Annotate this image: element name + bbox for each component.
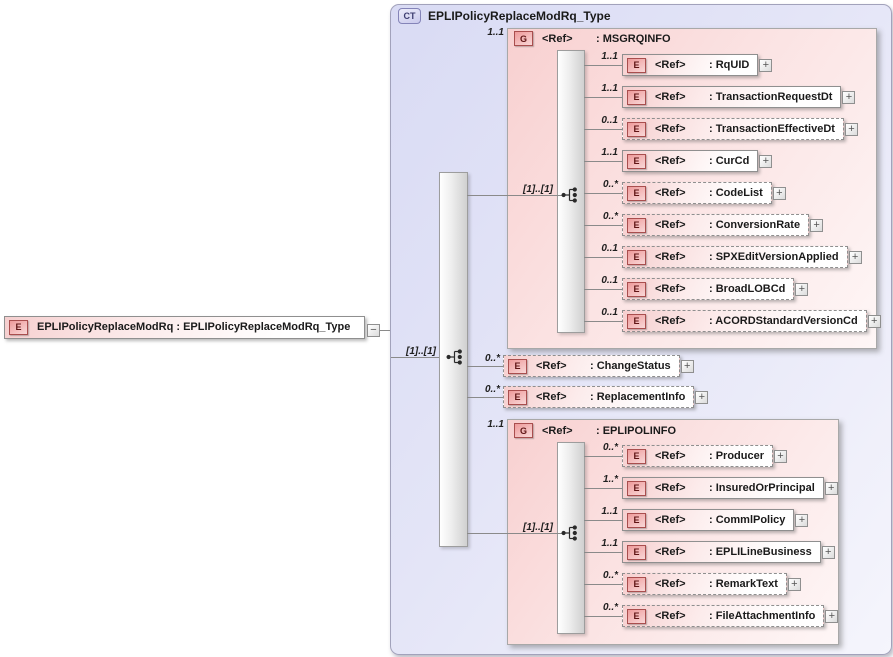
element-row <box>584 54 772 76</box>
cardinality-label: 0..1 <box>601 243 618 254</box>
group-cardinality-label: 1..1 <box>487 419 504 430</box>
sequence-cardinality-label: [1]..[1] <box>523 184 553 195</box>
expand-icon[interactable]: + <box>774 450 787 463</box>
element-curcd[interactable] <box>622 150 758 172</box>
group-name: : MSGRQINFO <box>596 32 671 45</box>
element-name: : ConversionRate <box>709 219 801 231</box>
element-ref: <Ref> <box>655 91 686 103</box>
element-name: : RemarkText <box>709 578 778 590</box>
cardinality-label: 0..1 <box>601 307 618 318</box>
element-badge: E <box>627 481 646 496</box>
group-ref: <Ref> <box>542 424 573 437</box>
element-badge: E <box>627 250 646 265</box>
element-changestatus[interactable] <box>503 355 680 377</box>
element-ref: <Ref> <box>655 610 686 622</box>
group-header-msgrqinfo <box>514 31 671 46</box>
element-remarktext[interactable] <box>622 573 787 595</box>
element-badge: E <box>627 218 646 233</box>
connector-line <box>467 533 562 534</box>
element-name: : Producer <box>709 450 765 462</box>
element-ref: <Ref> <box>536 391 567 403</box>
root-element-row <box>4 316 365 338</box>
element-ref: <Ref> <box>655 450 686 462</box>
element-producer[interactable] <box>622 445 773 467</box>
element-ref: <Ref> <box>655 251 686 263</box>
element-name: : FileAttachmentInfo <box>709 610 816 622</box>
cardinality-label: 0..* <box>602 442 618 453</box>
element-replacementinfo[interactable] <box>503 386 694 408</box>
element-eplilinebusiness[interactable] <box>622 541 821 563</box>
expand-icon[interactable]: + <box>759 59 772 72</box>
expand-icon[interactable]: + <box>795 514 808 527</box>
cardinality-label: 0..1 <box>601 275 618 286</box>
element-row <box>467 355 694 377</box>
cardinality-label: 1..1 <box>601 538 618 549</box>
element-acordstandardversioncd[interactable] <box>622 310 867 332</box>
cardinality-label: 0..1 <box>601 115 618 126</box>
connector-line <box>584 161 622 162</box>
element-badge: E <box>627 186 646 201</box>
element-row <box>584 278 808 300</box>
sequence-compositor-icon[interactable] <box>561 524 581 542</box>
element-name: : SPXEditVersionApplied <box>709 251 839 263</box>
expand-icon[interactable]: + <box>842 91 855 104</box>
element-name: : CommlPolicy <box>709 514 786 526</box>
cardinality-label: 1..1 <box>601 147 618 158</box>
element-ref: <Ref> <box>655 59 686 71</box>
connector-line <box>584 456 622 457</box>
cardinality-label: 0..* <box>484 384 500 395</box>
element-badge: E <box>627 122 646 137</box>
connector-line <box>584 289 622 290</box>
element-name: : InsuredOrPrincipal <box>709 482 815 494</box>
connector-line <box>584 97 622 98</box>
element-ref: <Ref> <box>655 514 686 526</box>
group-badge: G <box>514 423 533 438</box>
element-transactioneffectivedt[interactable] <box>622 118 844 140</box>
element-broadlobcd[interactable] <box>622 278 794 300</box>
connector-line <box>584 193 622 194</box>
root-element-label: EPLIPolicyReplaceModRq : EPLIPolicyReplaceModRq_Type <box>37 321 351 333</box>
sequence-cardinality-label: [1]..[1] <box>523 522 553 533</box>
complex-type-title: EPLIPolicyReplaceModRq_Type <box>428 8 611 23</box>
element-ref: <Ref> <box>655 187 686 199</box>
expand-icon[interactable]: + <box>795 283 808 296</box>
expand-icon[interactable]: + <box>695 391 708 404</box>
connector-line <box>584 520 622 521</box>
connector-line <box>584 552 622 553</box>
element-row <box>584 246 862 268</box>
element-badge: E <box>627 282 646 297</box>
element-name: : RqUID <box>709 59 750 71</box>
connector-line <box>380 330 390 331</box>
element-badge: E <box>508 359 527 374</box>
element-transactionrequestdt[interactable] <box>622 86 841 108</box>
element-row <box>584 509 808 531</box>
expand-icon[interactable]: + <box>849 251 862 264</box>
element-name: : ReplacementInfo <box>590 391 686 403</box>
connector-line <box>584 321 622 322</box>
connector-line <box>467 366 503 367</box>
connector-line <box>584 225 622 226</box>
element-rquid[interactable] <box>622 54 758 76</box>
connector-line <box>584 616 622 617</box>
element-name: : BroadLOBCd <box>709 283 786 295</box>
cardinality-label: 1..* <box>602 474 618 485</box>
element-ref: <Ref> <box>655 155 686 167</box>
element-row <box>584 310 881 332</box>
element-row <box>467 386 708 408</box>
expand-icon[interactable]: + <box>788 578 801 591</box>
element-ref: <Ref> <box>655 219 686 231</box>
element-row <box>584 541 835 563</box>
group-name: : EPLIPOLINFO <box>596 424 677 437</box>
root-element-box[interactable] <box>4 316 365 339</box>
element-row <box>584 86 855 108</box>
cardinality-label: 0..* <box>484 353 500 364</box>
element-row <box>584 150 772 172</box>
element-row <box>584 477 838 499</box>
element-row <box>584 573 801 595</box>
element-name: : ACORDStandardVersionCd <box>709 315 858 327</box>
element-insuredorprincipal[interactable] <box>622 477 824 499</box>
element-badge: E <box>627 154 646 169</box>
expand-icon[interactable]: + <box>868 315 881 328</box>
cardinality-label: 0..* <box>602 179 618 190</box>
group-ref: <Ref> <box>542 32 573 45</box>
group-badge: G <box>514 31 533 46</box>
expand-icon[interactable]: + <box>825 482 838 495</box>
element-ref: <Ref> <box>655 123 686 135</box>
element-ref: <Ref> <box>655 482 686 494</box>
connector-line <box>584 129 622 130</box>
group-header-eplipolinfo <box>514 423 676 438</box>
element-name: : EPLILineBusiness <box>709 546 812 558</box>
expand-icon[interactable]: + <box>759 155 772 168</box>
element-fileattachmentinfo[interactable] <box>622 605 824 627</box>
cardinality-label: 1..1 <box>601 506 618 517</box>
element-ref: <Ref> <box>536 360 567 372</box>
element-name: : TransactionEffectiveDt <box>709 123 835 135</box>
element-badge: E <box>627 58 646 73</box>
element-badge: E <box>627 513 646 528</box>
element-ref: <Ref> <box>655 283 686 295</box>
cardinality-label: 0..* <box>602 602 618 613</box>
expand-icon[interactable]: + <box>825 610 838 623</box>
element-commlpolicy[interactable] <box>622 509 794 531</box>
element-ref: <Ref> <box>655 546 686 558</box>
element-spxeditversionapplied[interactable] <box>622 246 848 268</box>
element-row <box>584 605 838 627</box>
element-badge: E <box>627 545 646 560</box>
element-row <box>584 445 787 467</box>
collapse-icon[interactable]: − <box>367 324 380 337</box>
sequence-compositor-icon[interactable] <box>561 186 581 204</box>
element-conversionrate[interactable] <box>622 214 809 236</box>
element-badge: E <box>627 577 646 592</box>
element-ref: <Ref> <box>655 578 686 590</box>
expand-icon[interactable]: + <box>810 219 823 232</box>
connector-line <box>584 584 622 585</box>
element-badge: E <box>627 90 646 105</box>
cardinality-label: 1..1 <box>601 51 618 62</box>
element-row <box>584 118 858 140</box>
expand-icon[interactable]: + <box>822 546 835 559</box>
element-name: : CurCd <box>709 155 750 167</box>
group-cardinality-label: 1..1 <box>487 27 504 38</box>
expand-icon[interactable]: + <box>681 360 694 373</box>
connector-line <box>584 257 622 258</box>
element-name: : TransactionRequestDt <box>709 91 833 103</box>
connector-line <box>467 195 562 196</box>
sequence-compositor-icon[interactable] <box>446 348 466 366</box>
connector-line <box>584 488 622 489</box>
cardinality-label: 0..* <box>602 211 618 222</box>
sequence-cardinality-label: [1]..[1] <box>406 346 436 357</box>
element-badge: E <box>627 449 646 464</box>
expand-icon[interactable]: + <box>773 187 786 200</box>
connector-line <box>467 397 503 398</box>
element-name: : CodeList <box>709 187 763 199</box>
element-name: : ChangeStatus <box>590 360 671 372</box>
cardinality-label: 1..1 <box>601 83 618 94</box>
element-badge: E <box>9 320 28 335</box>
element-badge: E <box>627 314 646 329</box>
element-badge: E <box>627 609 646 624</box>
complex-type-badge: CT <box>398 8 421 24</box>
element-codelist[interactable] <box>622 182 772 204</box>
cardinality-label: 0..* <box>602 570 618 581</box>
element-row <box>584 214 823 236</box>
connector-line <box>584 65 622 66</box>
expand-icon[interactable]: + <box>845 123 858 136</box>
element-badge: E <box>508 390 527 405</box>
element-ref: <Ref> <box>655 315 686 327</box>
element-row <box>584 182 786 204</box>
